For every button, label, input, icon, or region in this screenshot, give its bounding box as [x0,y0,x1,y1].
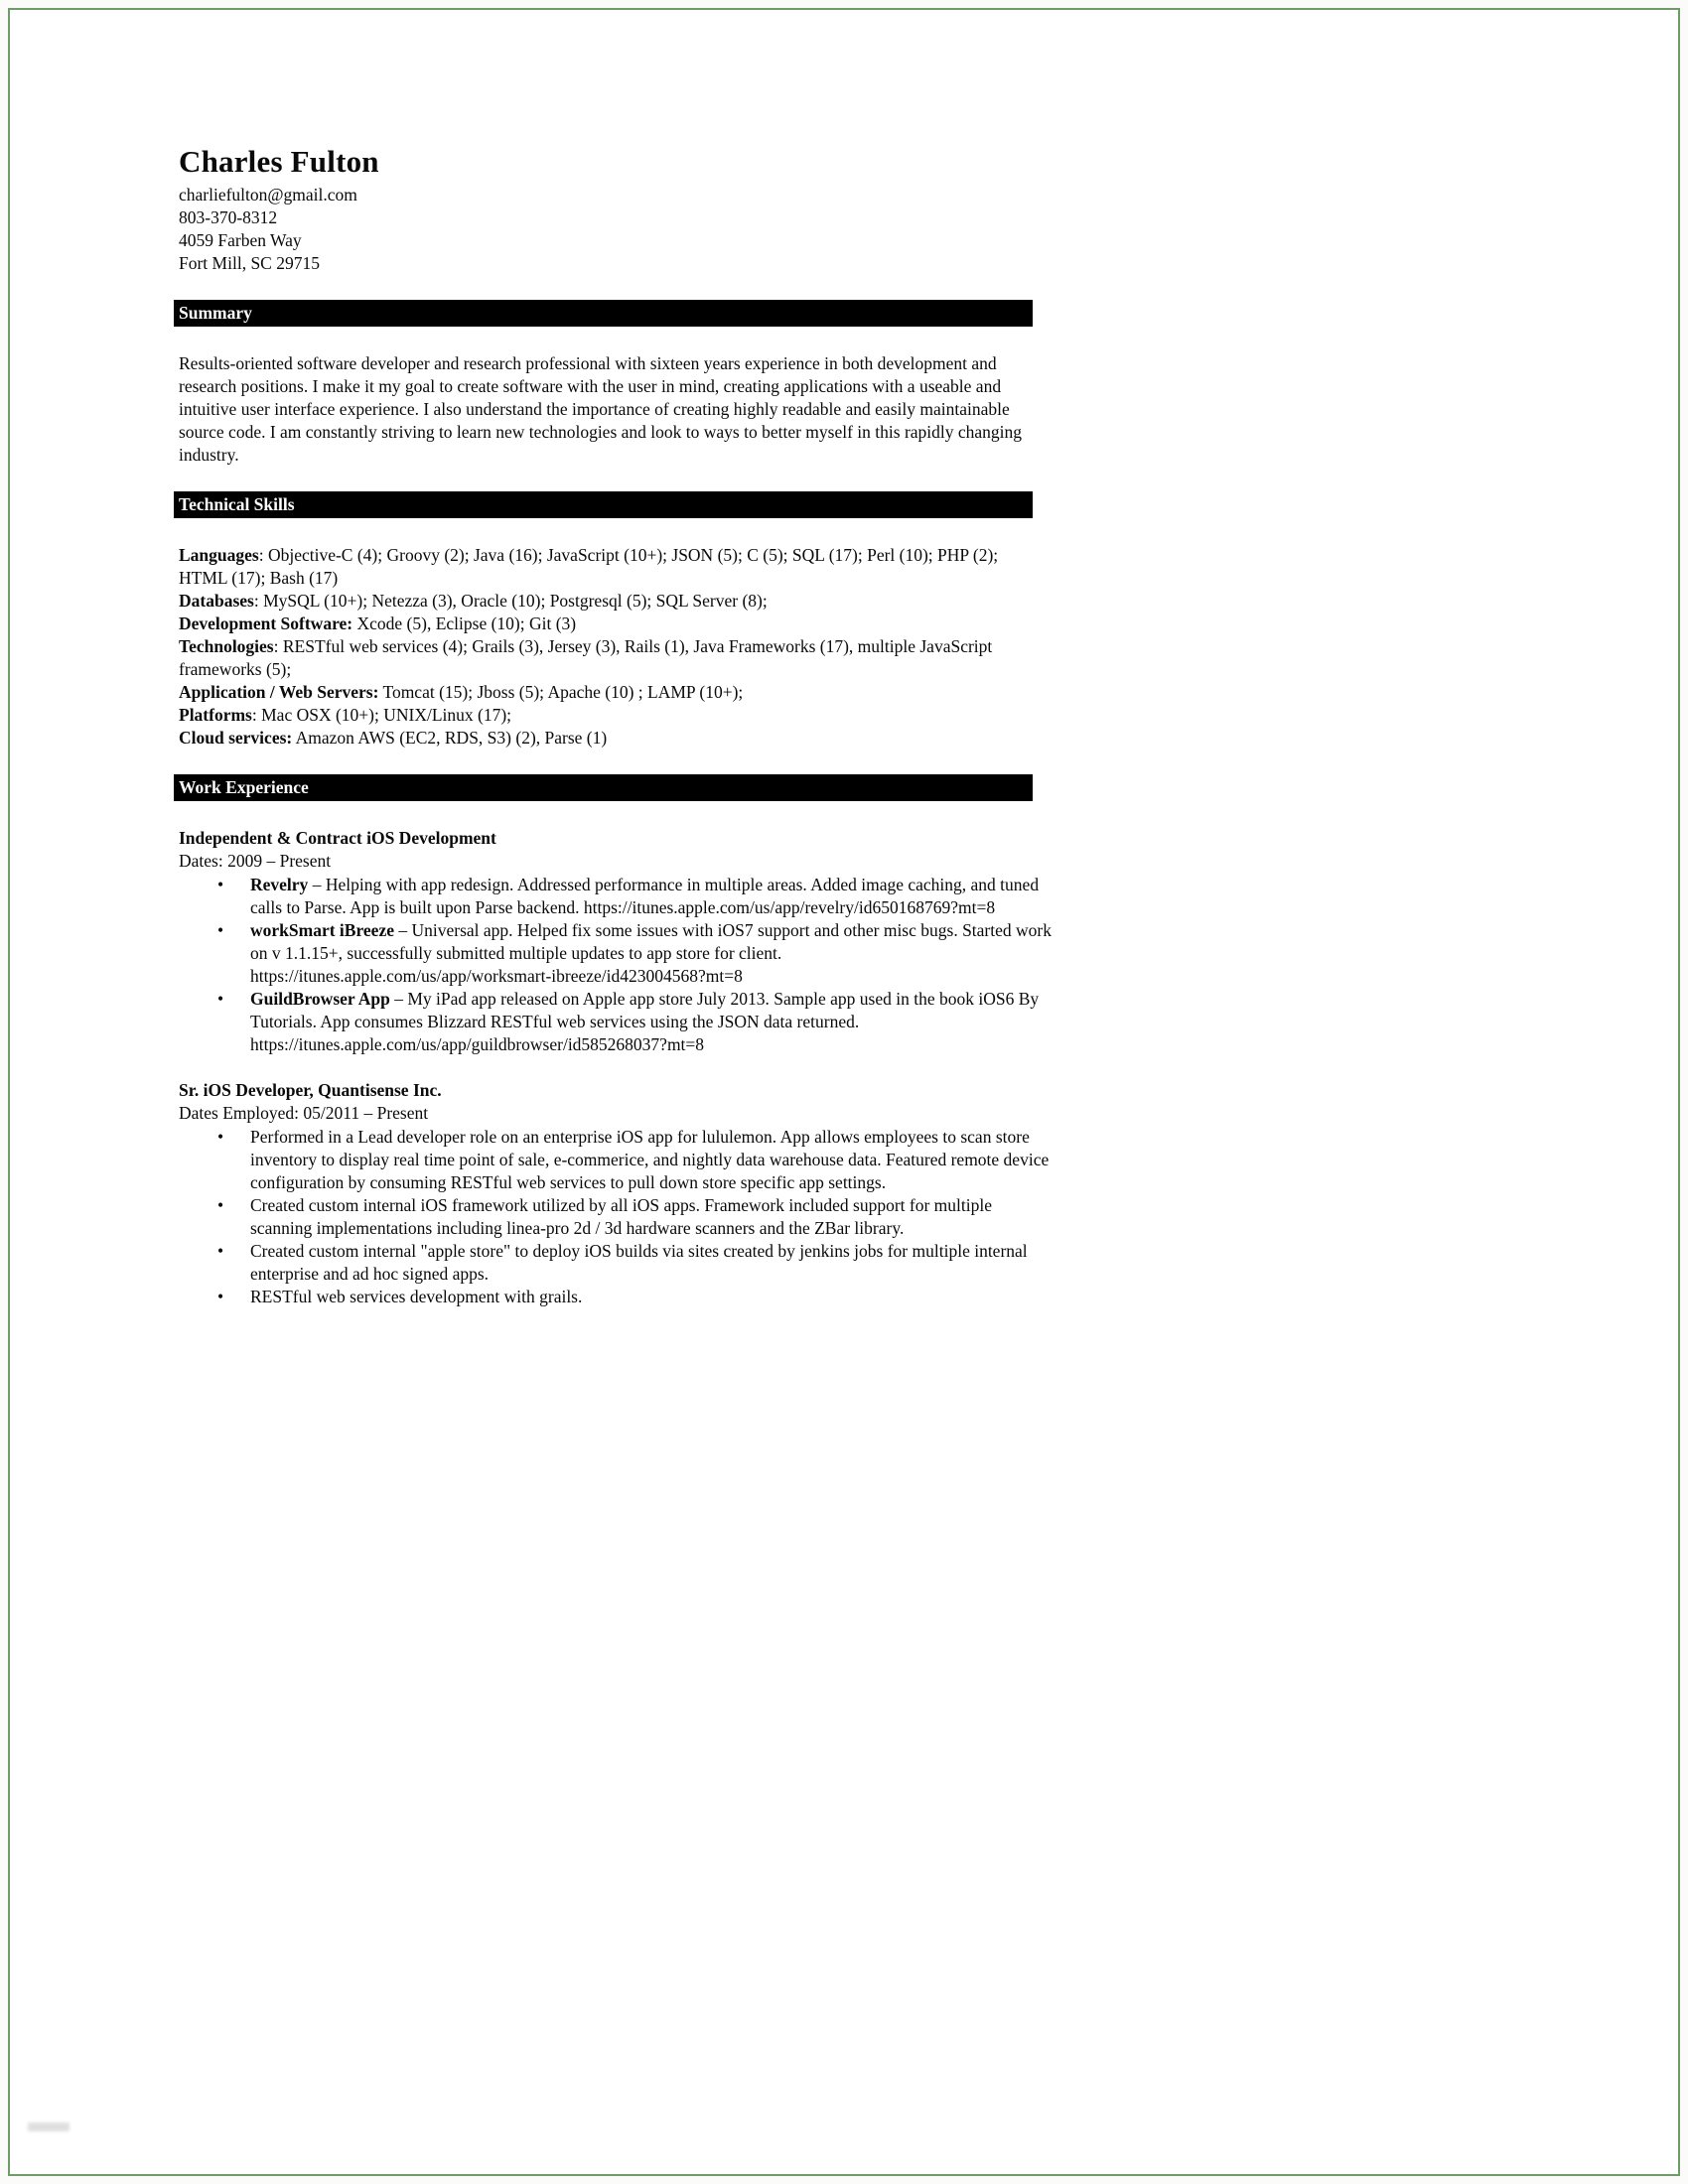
summary-text: Results-oriented software developer and research professional with sixteen years experience in both development and research positions. I make it my goal to create software with the user in mind, creating applications with a useable and intuitive user interface experience. I also understand the importance of creating highly readable and easily maintainable source code. I am constantly striving to learn new technologies and look to ways to better myself in this rapidly changing industry. [179,353,1023,465]
bullet-list [179,1126,1053,1308]
skill-line-platforms [179,704,1033,727]
bullet-item [250,919,1053,988]
summary-section-header: Summary [174,300,1033,327]
skill-text: Tomcat (15); Jboss (5); Apache (10) ; LAMP (10+); [378,682,744,702]
bullet-item [250,1126,1053,1194]
skill-line-app-servers [179,681,1033,704]
skill-text: : Objective-C (4); Groovy (2); Java (16); JavaScript (10+); JSON (5); C (5); SQL (17); Perl (10); PHP (2); HTML (17); Bash (17) [179,545,999,588]
bullet-item [250,1194,1053,1240]
bullet-text: Created custom internal iOS framework utilized by all iOS apps. Framework included support for multiple scanning implementations including linea-pro 2d / 3d hardware scanners and the ZBar library. [250,1195,992,1238]
bullet-bold: Revelry [250,875,309,894]
job-dates: Dates: 2009 – Present [179,851,332,871]
skill-label: Cloud services: [179,728,293,748]
skill-label: Databases [179,591,254,611]
job-title: Independent & Contract iOS Development [179,828,496,848]
header-block [179,143,1033,275]
bullet-text: – My iPad app released on Apple app store July 2013. Sample app used in the book iOS6 By Tutorials. App consumes Blizzard RESTful web services using the JSON data returned. https://itunes.apple.com/us/app/guildbrowser/id585268037?mt=8 [250,989,1040,1054]
bullet-bold: GuildBrowser App [250,989,390,1009]
skill-label: Development Software: [179,614,353,633]
bullet-text: Performed in a Lead developer role on an enterprise iOS app for lululemon. App allows employees to scan store inventory to display real time point of sale, e-commerice, and nightly data warehouse data. Featured remote device configuration by consuming RESTful web services to pull down store specific app settings. [250,1127,1050,1192]
bullet-list [179,874,1053,1056]
skill-line-technologies [179,635,1033,681]
skill-label: Languages [179,545,259,565]
contact-city: Fort Mill, SC 29715 [179,253,320,273]
bullet-text: – Helping with app redesign. Addressed performance in multiple areas. Added image caching, and tuned calls to Parse. App is built upon Parse backend. https://itunes.apple.com/us/app/revelry/id650168769?mt=8 [250,875,1040,917]
skill-text: : MySQL (10+); Netezza (3), Oracle (10); Postgresql (5); SQL Server (8); [253,591,768,611]
resume-document [179,143,1052,1308]
bullet-item [250,1240,1053,1286]
bullet-text: Created custom internal "apple store" to deploy iOS builds via sites created by jenkins jobs for multiple internal enterprise and ad hoc signed apps. [250,1241,1028,1284]
skill-line-databases [179,590,1033,613]
skill-label: Technologies [179,636,274,656]
job-dates: Dates Employed: 05/2011 – Present [179,1103,429,1123]
contact-email: charliefulton@gmail.com [179,185,357,205]
skill-label: Application / Web Servers: [179,682,379,702]
contact-street: 4059 Farben Way [179,230,302,250]
skill-line-dev-software [179,613,1033,635]
watermark [28,2122,70,2131]
job-title: Sr. iOS Developer, Quantisense Inc. [179,1080,442,1100]
bullet-bold: workSmart iBreeze [250,920,394,940]
skill-text: Xcode (5), Eclipse (10); Git (3) [352,614,577,633]
skill-text: : RESTful web services (4); Grails (3), Jersey (3), Rails (1), Java Frameworks (17), multiple JavaScript frameworks (5); [179,636,993,679]
job-independent-contract [179,827,1052,1056]
skill-text: Amazon AWS (EC2, RDS, S3) (2), Parse (1) [292,728,608,748]
skills-section-header: Technical Skills [174,491,1033,518]
skill-line-languages [179,544,1033,590]
job-quantisense [179,1079,1050,1308]
skill-label: Platforms [179,705,252,725]
bullet-item [250,988,1053,1056]
skill-line-cloud [179,727,1033,750]
bullet-text: – Universal app. Helped fix some issues with iOS7 support and other misc bugs. Started work on v 1.1.15+, successfully submitted multiple updates to app store for client. https://itunes.apple.com/us/app/worksmart-ibreeze/id423004568?mt=8 [250,920,1052,986]
experience-section-header: Work Experience [174,774,1033,801]
bullet-text: RESTful web services development with grails. [250,1287,583,1306]
skills-block [179,544,1033,750]
contact-phone: 803-370-8312 [179,207,278,227]
skill-text: : Mac OSX (10+); UNIX/Linux (17); [251,705,512,725]
bullet-item [250,874,1053,919]
bullet-item [250,1286,1053,1308]
candidate-name: Charles Fulton [179,144,379,179]
